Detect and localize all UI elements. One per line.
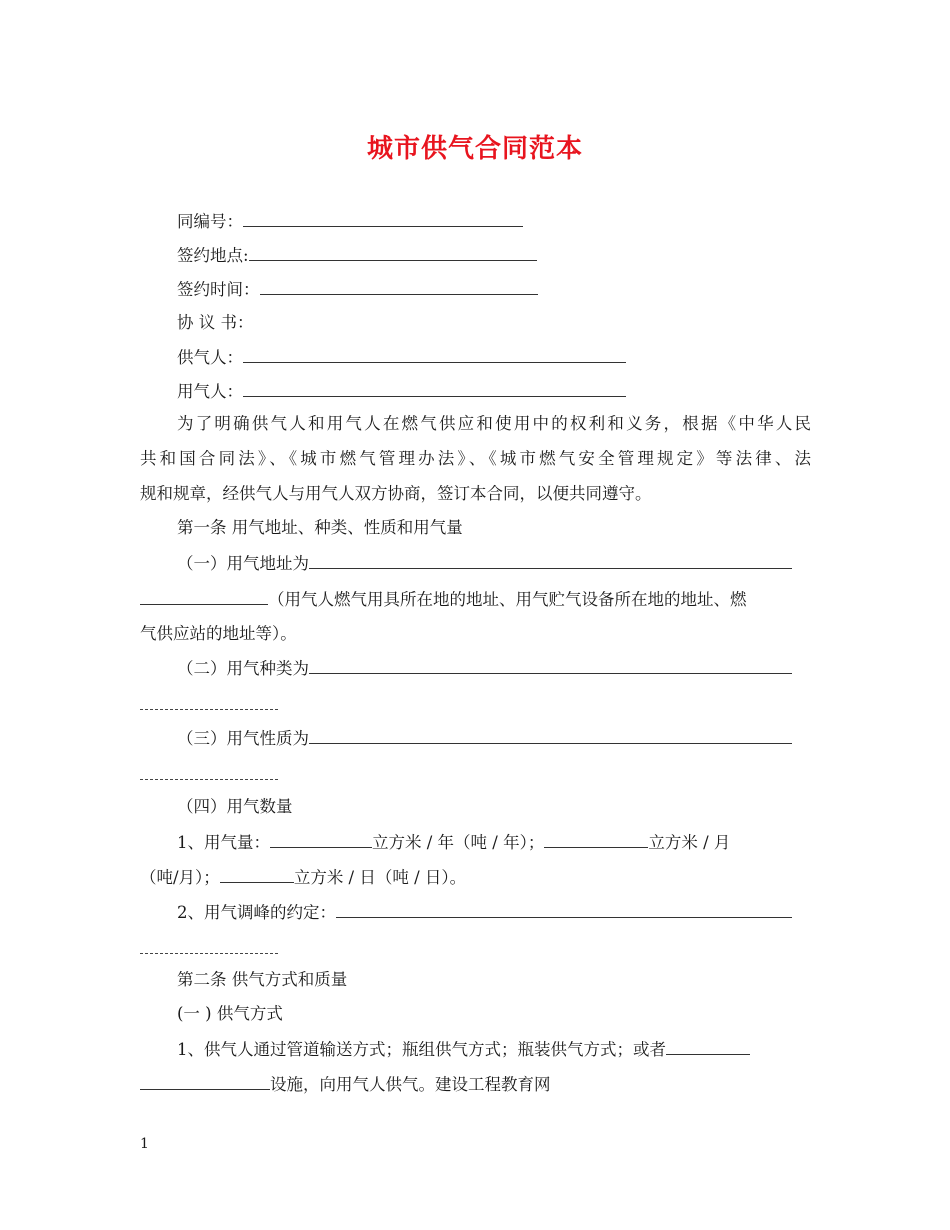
gas-type-row	[177, 658, 792, 679]
gas-nature-label: （三）用气性质为	[177, 729, 309, 748]
volume-month-blank[interactable]	[544, 832, 648, 848]
peak-label: 2、用气调峰的约定：	[177, 903, 336, 922]
peak-blank-row	[140, 938, 278, 959]
gas-nature-blank-cont[interactable]	[140, 764, 278, 780]
supplier-row	[177, 347, 626, 368]
address-label: （一）用气地址为	[177, 554, 309, 573]
user-blank[interactable]	[243, 381, 626, 397]
page-number: 1	[140, 1136, 149, 1152]
volume-month-unit: 立方米 / 月	[648, 833, 731, 852]
intro-line-1: 为了明确供气人和用气人在燃气供应和使用中的权利和义务，根据《中华人民	[177, 414, 811, 433]
article-2-heading: 第二条 供气方式和质量	[177, 970, 348, 989]
peak-blank[interactable]	[336, 902, 792, 918]
address-blank-cont[interactable]	[140, 589, 268, 605]
gas-nature-blank-row	[140, 764, 278, 785]
supply-mode-text: 1、供气人通过管道输送方式；瓶组供气方式；瓶装供气方式；或者	[177, 1040, 666, 1059]
supply-mode-text-2: 设施，向用气人供气。建设工程教育网	[270, 1075, 551, 1094]
address-note-2: 气供应站的地址等）。	[140, 624, 297, 643]
peak-blank-cont[interactable]	[140, 938, 278, 954]
volume-year-blank[interactable]	[270, 832, 372, 848]
volume-year-unit: 立方米 / 年（吨 / 年）；	[372, 833, 545, 852]
sign-time-row	[177, 279, 538, 300]
supplier-label: 供气人：	[177, 348, 243, 367]
sign-time-label: 签约时间：	[177, 280, 260, 299]
supply-mode-heading: (一 ) 供气方式	[177, 1004, 283, 1023]
intro-line-2: 共和国合同法》、《城市燃气管理办法》、《城市燃气安全管理规定》等法律、法	[140, 449, 811, 468]
address-note-row	[140, 589, 811, 610]
address-blank[interactable]	[309, 553, 792, 569]
peak-row	[177, 902, 792, 923]
article-1-heading: 第一条 用气地址、种类、性质和用气量	[177, 518, 463, 537]
address-row	[177, 553, 811, 574]
volume-day-unit: 立方米 / 日（吨 / 日）。	[293, 868, 467, 887]
volume-row	[177, 832, 730, 853]
gas-nature-blank[interactable]	[309, 728, 792, 744]
gas-nature-row	[177, 728, 792, 749]
quantity-heading: （四）用气数量	[177, 797, 293, 816]
user-row	[177, 381, 626, 402]
sign-time-blank[interactable]	[260, 279, 538, 295]
sign-place-row	[177, 245, 537, 266]
supply-mode-blank[interactable]	[666, 1039, 750, 1055]
document-title: 城市供气合同范本	[366, 134, 583, 164]
volume-day-blank[interactable]	[220, 867, 294, 883]
volume-row-2	[140, 867, 466, 888]
agreement-heading: 协 议 书：	[177, 313, 254, 332]
gas-type-blank-row	[140, 694, 278, 715]
supply-facility-blank[interactable]	[140, 1074, 270, 1090]
volume-prefix: 1、用气量：	[177, 833, 270, 852]
intro-line-3: 规和规章，经供气人与用气人双方协商，签订本合同，以便共同遵守。	[140, 484, 652, 503]
gas-type-blank[interactable]	[309, 658, 792, 674]
address-note-1: （用气人燃气用具所在地的地址、用气贮气设备所在地的地址、燃	[268, 590, 747, 609]
supplier-blank[interactable]	[243, 347, 626, 363]
contract-number-row	[177, 211, 523, 232]
user-label: 用气人：	[177, 382, 243, 401]
supply-mode-row	[177, 1039, 750, 1060]
contract-number-label: 同编号：	[177, 212, 243, 231]
supply-mode-row-2	[140, 1074, 551, 1095]
sign-place-label: 签约地点:	[177, 246, 249, 265]
contract-number-blank[interactable]	[243, 211, 523, 227]
gas-type-blank-cont[interactable]	[140, 694, 278, 710]
gas-type-label: （二）用气种类为	[177, 659, 309, 678]
sign-place-blank[interactable]	[249, 245, 537, 261]
volume-month-unit-2: （吨/月）；	[140, 868, 220, 887]
